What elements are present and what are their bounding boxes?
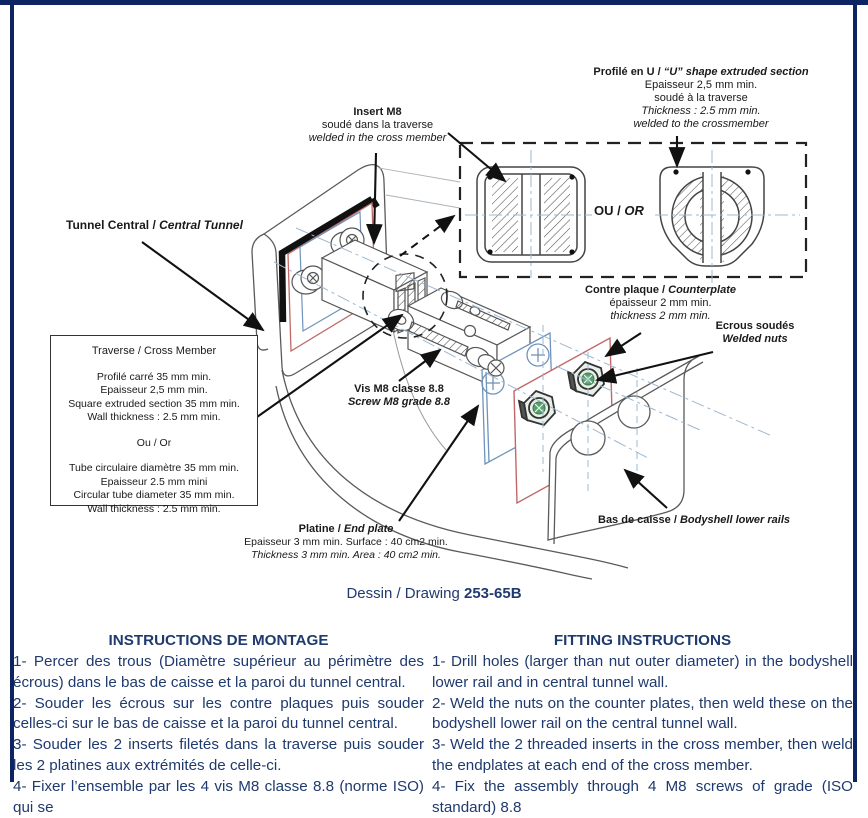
instructions-english bbox=[432, 630, 853, 818]
instruction-fr-item: 4- Fixer l’ensemble par les 4 vis M8 classe 8.8 (norme ISO) qui se bbox=[13, 777, 424, 816]
instructions-french bbox=[13, 630, 424, 818]
detail-dashed-arrow bbox=[400, 216, 454, 256]
label-end-plate: Platine / End plate Epaisseur 3 mm min. Surface : 40 cm2 min. Thickness 3 mm min. Area : 40 cm2 min. bbox=[244, 523, 448, 561]
instruction-fr-item: 1- Percer des trous (Diamètre supérieur au périmètre des écrous) dans le bas de caisse et la paroi du tunnel central. bbox=[13, 653, 424, 691]
label-u-profile: Profilé en U / “U” shape extruded section Epaisseur 2,5 mm min. soudé à la traverse Thickness : 2.5 mm min. welded to the crossmember bbox=[593, 66, 809, 130]
label-central-tunnel: Tunnel Central / Central Tunnel bbox=[66, 218, 243, 232]
label-ou-or: OU / OR bbox=[594, 203, 644, 218]
label-bodyshell-rails: Bas de caisse / Bodyshell lower rails bbox=[598, 514, 790, 526]
instructions-fr-heading: INSTRUCTIONS DE MONTAGE bbox=[108, 632, 329, 649]
arrow-platine bbox=[399, 406, 478, 521]
instruction-en-item: 3- Weld the 2 threaded inserts in the cross member, then weld the endplates at each end of the cross member. bbox=[432, 736, 853, 774]
label-screw-m8: Vis M8 classe 8.8 Screw M8 grade 8.8 bbox=[347, 383, 451, 408]
arrow-contreplaque bbox=[606, 333, 641, 356]
label-counterplate: Contre plaque / Counterplate épaisseur 2 mm min. thickness 2 mm min. bbox=[585, 284, 736, 322]
instructions-en-heading: FITTING INSTRUCTIONS bbox=[553, 632, 732, 649]
arrow-tunnel bbox=[142, 242, 263, 330]
label-welded-nuts: Ecrous soudés Welded nuts bbox=[715, 320, 795, 345]
instruction-en-item: 2- Weld the nuts on the counter plates, then weld these on the bodyshell lower rail on the central tunnel wall. bbox=[432, 694, 853, 733]
traverse-spec-box: Traverse / Cross Member Profilé carré 35 mm min. Epaisseur 2,5 mm min. Square extruded section 35 mm min. Wall thickness : 2.5 mm min. Ou / Or Tube circulaire diamètre 35 mm min. Epaisseur 2.5 mm mini Circular tube diameter 35 mm min. Wall thickness : 2.5 mm min. bbox=[50, 335, 258, 506]
label-insert-m8: Insert M8 soudé dans la traverse welded in the cross member bbox=[308, 106, 447, 144]
instruction-fr-item: 3- Souder les 2 inserts filetés dans la traverse puis souder les 2 platines aux extrémités de celle-ci. bbox=[13, 736, 424, 774]
instruction-fr-item: 2- Souder les écrous sur les contre plaques puis souder celles-ci sur le bas de caisse et la paroi du tunnel central. bbox=[13, 694, 424, 733]
instruction-en-item: 1- Drill holes (larger than nut outer diameter) in the bodyshell lower rail and in central tunnel wall. bbox=[432, 653, 853, 691]
drawing-caption: Dessin / Drawing 253-65B bbox=[346, 585, 522, 602]
instruction-en-item: 4- Fix the assembly through 4 M8 screws of grade (ISO standard) 8.8 bbox=[432, 777, 853, 816]
projection-lines bbox=[379, 168, 460, 208]
